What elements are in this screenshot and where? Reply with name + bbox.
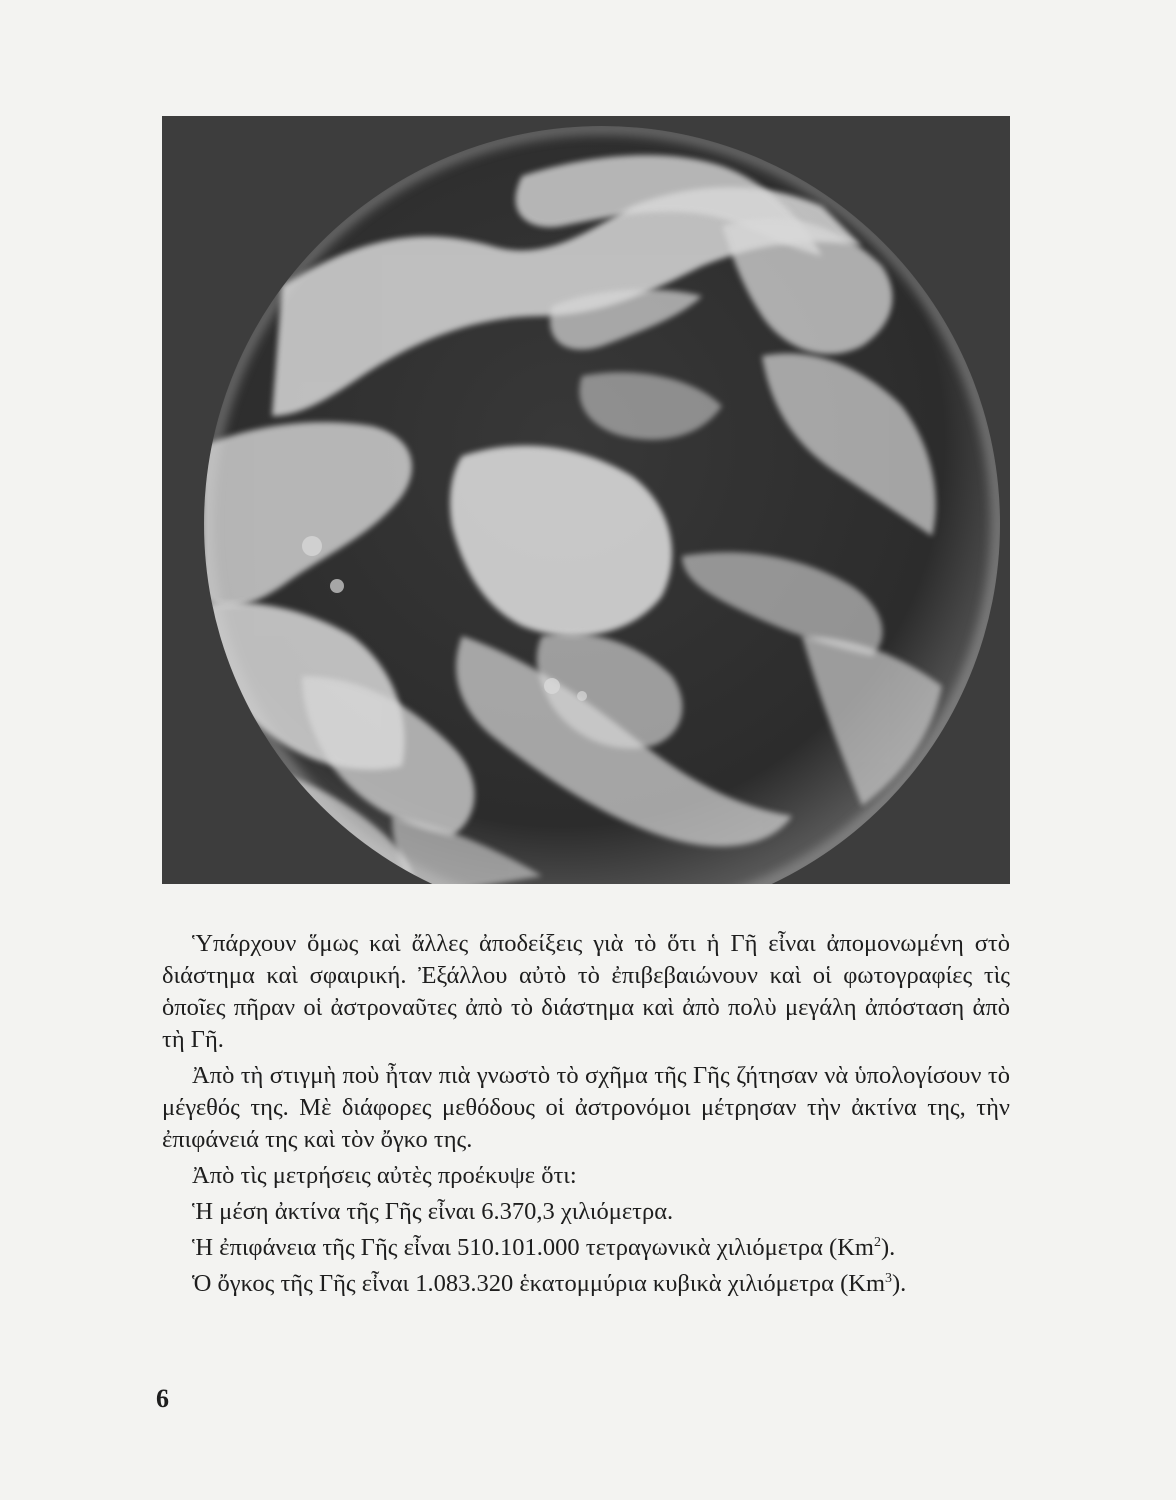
earth-photo xyxy=(162,116,1010,884)
page-number: 6 xyxy=(156,1384,169,1413)
surface-text: Ἡ ἐπιφάνεια τῆς Γῆς εἶναι 510.101.000 τετραγωνικὰ χιλιόμετρα (Km xyxy=(192,1234,874,1261)
volume-end: ). xyxy=(892,1270,907,1297)
surface-end: ). xyxy=(880,1234,896,1261)
paragraph-surface xyxy=(162,1232,1010,1264)
paragraph-radius: Ἡ μέση ἀκτίνα τῆς Γῆς εἶναι 6.370,3 χιλιόμετρα. xyxy=(192,1198,674,1225)
paragraph-evidence: Ὑπάρχουν ὅμως καὶ ἄλλες ἀποδείξεις γιὰ τὸ ὅτι ἡ Γῆ εἶναι ἀπομονωμένη στὸ διάστημα καὶ σφαιρική. Ἐξάλλου αὐτὸ τὸ ἐπιβεβαιώνουν καὶ οἱ φωτογραφίες τὶς ὁποῖες πῆραν οἱ ἀστροναῦτες ἀπὸ τὸ διάστημα καὶ ἀπὸ πολὺ μεγάλη ἀπόσταση ἀπὸ τὴ Γῆ. xyxy=(162,930,1010,1053)
paragraph-size: Ἀπὸ τὴ στιγμὴ ποὺ ἦταν πιὰ γνωστὸ τὸ σχῆμα τῆς Γῆς ζήτησαν νὰ ὑπολογίσουν τὸ μέγεθός της. Μὲ διάφορες μεθόδους οἱ ἀστρονόμοι μέτρησαν τὴν ἀκτίνα της, τὴν ἐπιφάνειά της καὶ τὸν ὄγκο της. xyxy=(162,1062,1010,1153)
volume-superscript: 3 xyxy=(885,1271,893,1286)
surface-superscript: 2 xyxy=(873,1235,881,1250)
volume-text: Ὁ ὄγκος τῆς Γῆς εἶναι 1.083.320 ἑκατομμύρια κυβικὰ χιλιόμετρα (Km xyxy=(192,1270,886,1297)
earth-globe-image xyxy=(162,116,1010,884)
paragraph-measurements-intro: Ἀπὸ τὶς μετρήσεις αὐτὲς προέκυψε ὅτι: xyxy=(192,1162,577,1189)
body-text xyxy=(162,928,1010,1300)
paragraph-volume xyxy=(162,1268,1010,1300)
scan-mark xyxy=(94,0,97,12)
